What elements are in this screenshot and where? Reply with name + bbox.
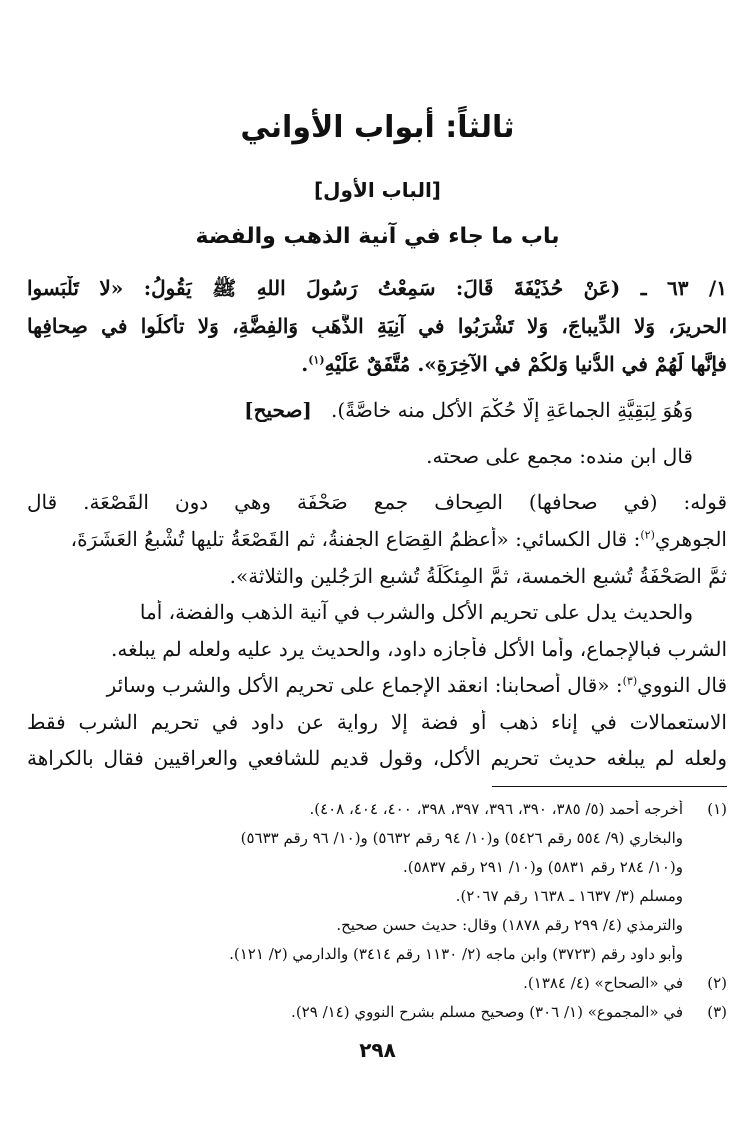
footnote — [27, 1003, 727, 1021]
footnote — [27, 800, 727, 818]
commentary-text: : «قال أصحابنا: انعقد الإجماع على تحريم الأكل والشرب وسائر — [106, 673, 623, 697]
footnote — [0, 945, 727, 963]
footnote-text: في «المجموع» (١/ ٣٠٦) وصحيح مسلم بشرح النووي (١٤/ ٢٩). — [291, 1003, 683, 1021]
footnote — [0, 829, 727, 847]
chapter-title: ثالثاً: أبواب الأواني — [240, 110, 515, 145]
commentary-text: : قال الكسائي: «أعظمُ القِصَاعِ الجفنةُ، ثم القَصْعَةُ تليها تُشْبعُ العَشَرَةَ، — [70, 527, 641, 551]
hadith-line: الحريرَ، وَلا الدِّيباجَ، وَلا تَشْرَبُوا في آنِيَةِ الذَّهَبِ وَالفِضَّةِ، وَلا تأكلُوا في صِحافِها — [27, 314, 727, 338]
commentary-line: ولعله لم يبلغه حديث تحريم الأكل، وقول قديم للشافعي والعراقيين فقال بالكراهة — [27, 746, 727, 770]
commentary-text: قال النووي — [637, 673, 727, 697]
commentary-line — [27, 673, 727, 697]
footnote-text: والبخاري (٩/ ٥٥٤ رقم ٥٤٢٦) و(١٠/ ٩٤ رقم ٥٦٣٢) و(١٠/ ٩٦ رقم ٥٦٣٣) — [240, 829, 683, 847]
section-heading: باب ما جاء في آنية الذهب والفضة — [195, 224, 560, 249]
section-label: [الباب الأول] — [314, 178, 441, 202]
footnote-separator — [492, 786, 727, 787]
footnote-ref: (١) — [308, 353, 325, 367]
commentary-line — [27, 527, 727, 551]
commentary-line: الشرب فبالإجماع، وأما الأكل فأجازه داود، والحديث يرد عليه ولعله لم يبلغه. — [110, 637, 727, 661]
footnote-number: (٣) — [707, 1003, 727, 1021]
hadith-text: فإنَّها لَهُمْ في الدُّنيا وَلكُمْ في الآخِرَةِ». مُتَّفَقٌ عَلَيْهِ — [324, 352, 727, 376]
footnote-ref: (٢) — [640, 528, 655, 542]
footnote — [27, 974, 727, 992]
hadith-line: ١/ ٦٣ ـ (عَنْ حُذَيْفَةَ قَالَ: سَمِعْتُ رَسُولَ اللهِ ﷺ يَقُولُ: «لا تَلْبَسوا — [27, 276, 727, 300]
hadith-note: قال ابن منده: مجمع على صحته. — [426, 444, 693, 468]
commentary-text: الجوهري — [654, 527, 727, 551]
footnote-text: في «الصحاح» (٤/ ١٣٨٤). — [523, 974, 683, 992]
footnote-text: وأبو داود رقم (٣٧٢٣) وابن ماجه (٢/ ١١٣٠ رقم ٣٤١٤) والدارمي (٢/ ١٢١). — [229, 945, 683, 963]
footnote-text: و(١٠/ ٢٨٤ رقم ٥٨٣١) و(١٠/ ٢٩١ رقم ٥٨٣٧). — [402, 858, 683, 876]
footnote-text: ومسلم (٣/ ١٦٣٧ ـ ١٦٣٨ رقم ٢٠٦٧). — [455, 887, 683, 905]
commentary-line: قوله: (في صحافها) الصِحاف جمع صَحْفَة وهي دون القَصْعَة. قال — [27, 490, 727, 514]
footnote-text: أخرجه أحمد (٥/ ٣٨٥، ٣٩٠، ٣٩٦، ٣٩٧، ٣٩٨، ٤٠٠، ٤٠٤، ٤٠٨). — [309, 800, 683, 818]
hadith-note — [27, 398, 693, 422]
commentary-line: الاستعمالات في إناء ذهب أو فضة إلا رواية عن داود في تحريم الشرب فقط — [27, 710, 727, 734]
footnote — [0, 858, 727, 876]
footnote-ref: (٣) — [622, 674, 638, 688]
footnote-number: (١) — [707, 800, 727, 818]
page-number: ٢٩٨ — [359, 1038, 396, 1062]
commentary-line: والحديث يدل على تحريم الأكل والشرب في آنية الذهب والفضة، أما — [139, 600, 693, 624]
footnote — [0, 916, 727, 934]
footnote-text: والترمذي (٤/ ٢٩٩ رقم ١٨٧٨) وقال: حديث حسن صحيح. — [336, 916, 683, 934]
hadith-line: فإنَّها لَهُمْ في الدُّنيا وَلكُمْ في الآخِرَةِ». مُتَّفَقٌ عَلَيْهِ$^{(١)}$. — [301, 352, 727, 376]
commentary-line: ثمَّ الصَحْفَةُ تُشبع الخمسة، ثمَّ المِئكَلَةُ تُشبع الرَجُلين والثلاثة». — [229, 564, 727, 588]
hadith-note-text: وَهُوَ لِبَقِيَّةِ الجماعَةِ إلَّا حُكْمَ الأكلِ منه خاصَّةً). — [330, 398, 693, 422]
footnote — [0, 887, 727, 905]
grade-badge: [صحيح] — [244, 398, 312, 422]
footnote-number: (٢) — [707, 974, 727, 992]
